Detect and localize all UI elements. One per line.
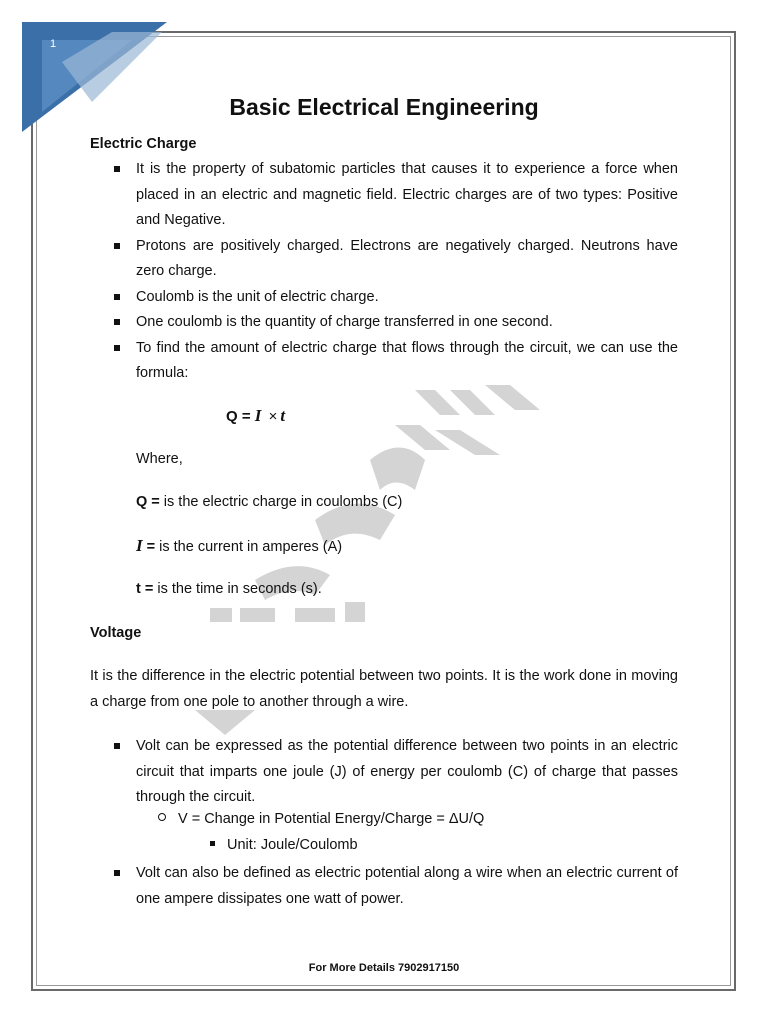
definition-text: is the electric charge in coulombs (C) — [159, 494, 403, 510]
bullet-circle-icon — [158, 813, 166, 821]
charge-formula — [226, 406, 285, 426]
formula-time-symbol: t — [280, 406, 286, 425]
list-item — [110, 285, 678, 311]
bullet-square-icon — [114, 743, 120, 749]
bullet-square-icon — [114, 345, 120, 351]
voltage-bullets-1 — [110, 734, 678, 811]
list-item — [110, 234, 678, 285]
formula-current-symbol: I — [254, 406, 262, 425]
definition-symbol: t = — [136, 581, 154, 597]
sub-sub-list-item — [210, 837, 358, 853]
bullet-square-icon — [114, 166, 120, 172]
bullet-square-icon — [114, 243, 120, 249]
list-item — [110, 861, 678, 912]
where-label: Where, — [136, 451, 183, 467]
bullet-square-icon — [210, 841, 215, 846]
definition-symbol: I — [136, 536, 143, 555]
page-title: Basic Electrical Engineering — [229, 94, 539, 120]
sub-item-text: V = Change in Potential Energy/Charge = ΔU/Q — [178, 811, 485, 827]
bullet-text: Volt can be expressed as the potential difference between two points in an electric circuit that imparts one joule (J) of energy per coulomb (C) of charge that passes through the circuit. — [136, 738, 678, 805]
bullet-square-icon — [114, 870, 120, 876]
page-number: 1 — [50, 38, 57, 50]
formula-operator: × — [268, 408, 278, 425]
definition-symbol: Q = — [136, 494, 160, 510]
list-item — [110, 336, 678, 387]
bullet-text: Volt can also be defined as electric potential along a wire when an electric current of one ampere dissipates one watt of power. — [136, 865, 678, 907]
definition-q — [136, 494, 402, 510]
list-item — [110, 734, 678, 811]
bullet-text: It is the property of subatomic particles that causes it to experience a force when placed in an electric and magnetic field. Electric charges are of two types: Positive and Negative. — [136, 161, 678, 228]
electric-charge-heading: Electric Charge — [90, 136, 197, 152]
bullet-square-icon — [114, 319, 120, 325]
definition-equals: = — [142, 539, 156, 555]
voltage-heading: Voltage — [90, 625, 142, 641]
list-item — [110, 310, 678, 336]
formula-lhs: Q = — [226, 408, 251, 425]
page-footer: For More Details 7902917150 — [308, 962, 460, 974]
electric-charge-bullets — [110, 157, 678, 387]
list-item — [110, 157, 678, 234]
definition-text: is the current in amperes (A) — [155, 539, 343, 555]
definition-t — [136, 581, 322, 597]
bullet-text: One coulomb is the quantity of charge transferred in one second. — [136, 314, 553, 330]
bullet-text: Protons are positively charged. Electrons are negatively charged. Neutrons have zero charge. — [136, 237, 678, 279]
sub-sub-item-text: Unit: Joule/Coulomb — [227, 837, 358, 853]
bullet-square-icon — [114, 294, 120, 300]
definition-i — [136, 536, 342, 556]
voltage-bullets-2 — [110, 861, 678, 912]
bullet-text: Coulomb is the unit of electric charge. — [136, 288, 379, 305]
definition-text: is the time in seconds (s). — [153, 581, 322, 597]
bullet-text: To find the amount of electric charge that flows through the circuit, we can use the formula: — [136, 339, 678, 381]
sub-list-item — [158, 811, 484, 827]
voltage-paragraph: It is the difference in the electric potential between two points. It is the work done in moving a charge from one pole to another through a wire. — [90, 668, 678, 710]
